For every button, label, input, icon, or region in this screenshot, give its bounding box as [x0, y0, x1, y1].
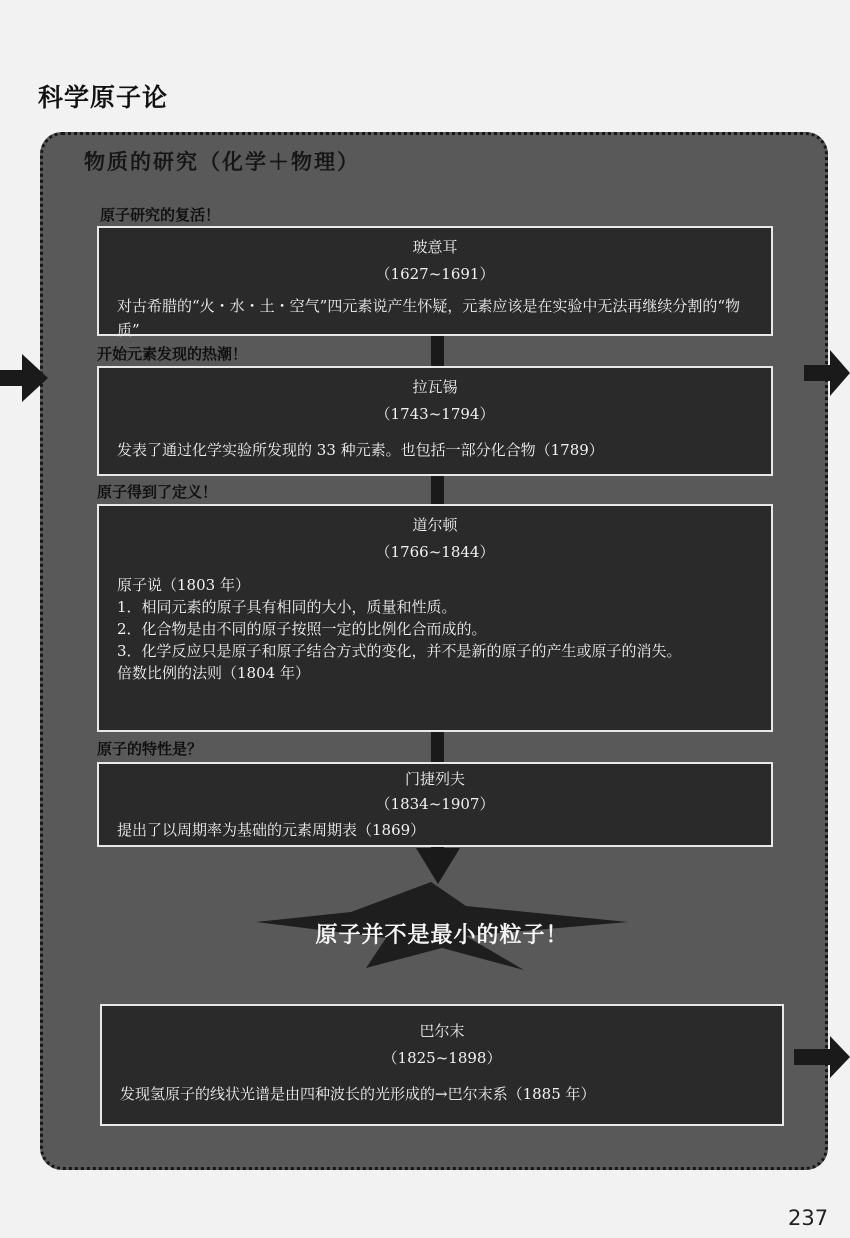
list-item: 倍数比例的法则（1804 年）: [117, 664, 310, 682]
card-dalton: [97, 504, 773, 732]
scientist-description: 发表了通过化学实验所发现的 33 种元素。也包括一部分化合物（1789）: [117, 441, 604, 459]
panel-title: 物质的研究（化学＋物理）: [84, 150, 360, 174]
scientist-years: （1834~1907）: [375, 795, 495, 813]
scientist-description: 发现氢原子的线状光谱是由四种波长的光形成的→巴尔末系（1885 年）: [120, 1085, 596, 1103]
scientist-years: （1627~1691）: [375, 265, 495, 283]
list-item: 2．化合物是由不同的原子按照一定的比例化合而成的。: [117, 620, 487, 638]
scientist-name: 道尔顿: [412, 516, 458, 534]
section-label-mendeleev: 原子的特性是？: [97, 740, 203, 758]
left-arrow-icon: [0, 354, 48, 402]
highlight-text: 原子并不是最小的粒子！: [315, 923, 569, 948]
scientist-years: （1743~1794）: [375, 405, 495, 423]
scientist-description: 对古希腊的“火・水・土・空气”四元素说产生怀疑，元素应该是在实验中无法再继续分割的“物质”: [117, 297, 741, 339]
page-title: 科学原子论: [38, 83, 169, 112]
section-label-lavoisier: 开始元素发现的热潮！: [97, 345, 248, 363]
right-arrow-icon: [794, 1036, 850, 1078]
list-item: 1．相同元素的原子具有相同的大小，质量和性质。: [117, 598, 457, 616]
list-item: 3．化学反应只是原子和原子结合方式的变化，并不是新的原子的产生或原子的消失。: [117, 642, 682, 660]
card-balmer: [100, 1004, 784, 1126]
down-arrow-icon: [416, 848, 460, 884]
card-lavoisier: [97, 366, 773, 476]
scientist-name: 拉瓦锡: [412, 378, 458, 396]
scientist-years: （1766~1844）: [375, 543, 495, 561]
page-number: 237: [788, 1206, 829, 1230]
atomic-theory-list: [99, 562, 771, 684]
right-arrow-icon: [804, 350, 850, 396]
scientist-name: 门捷列夫: [404, 770, 465, 788]
connector-2: [431, 474, 444, 504]
scientist-years: （1825~1898）: [382, 1049, 502, 1067]
scientist-description: 提出了以周期率为基础的元素周期表（1869）: [117, 821, 426, 839]
section-label-boyle: 原子研究的复活！: [100, 206, 221, 224]
list-item: 原子说（1803 年）: [117, 576, 250, 594]
scientist-name: 巴尔末: [419, 1022, 465, 1040]
connector-3: [431, 730, 444, 762]
card-mendeleev: [97, 762, 773, 847]
section-label-dalton: 原子得到了定义！: [97, 483, 218, 501]
card-boyle: [97, 226, 773, 339]
scientist-name: 玻意耳: [412, 238, 458, 256]
